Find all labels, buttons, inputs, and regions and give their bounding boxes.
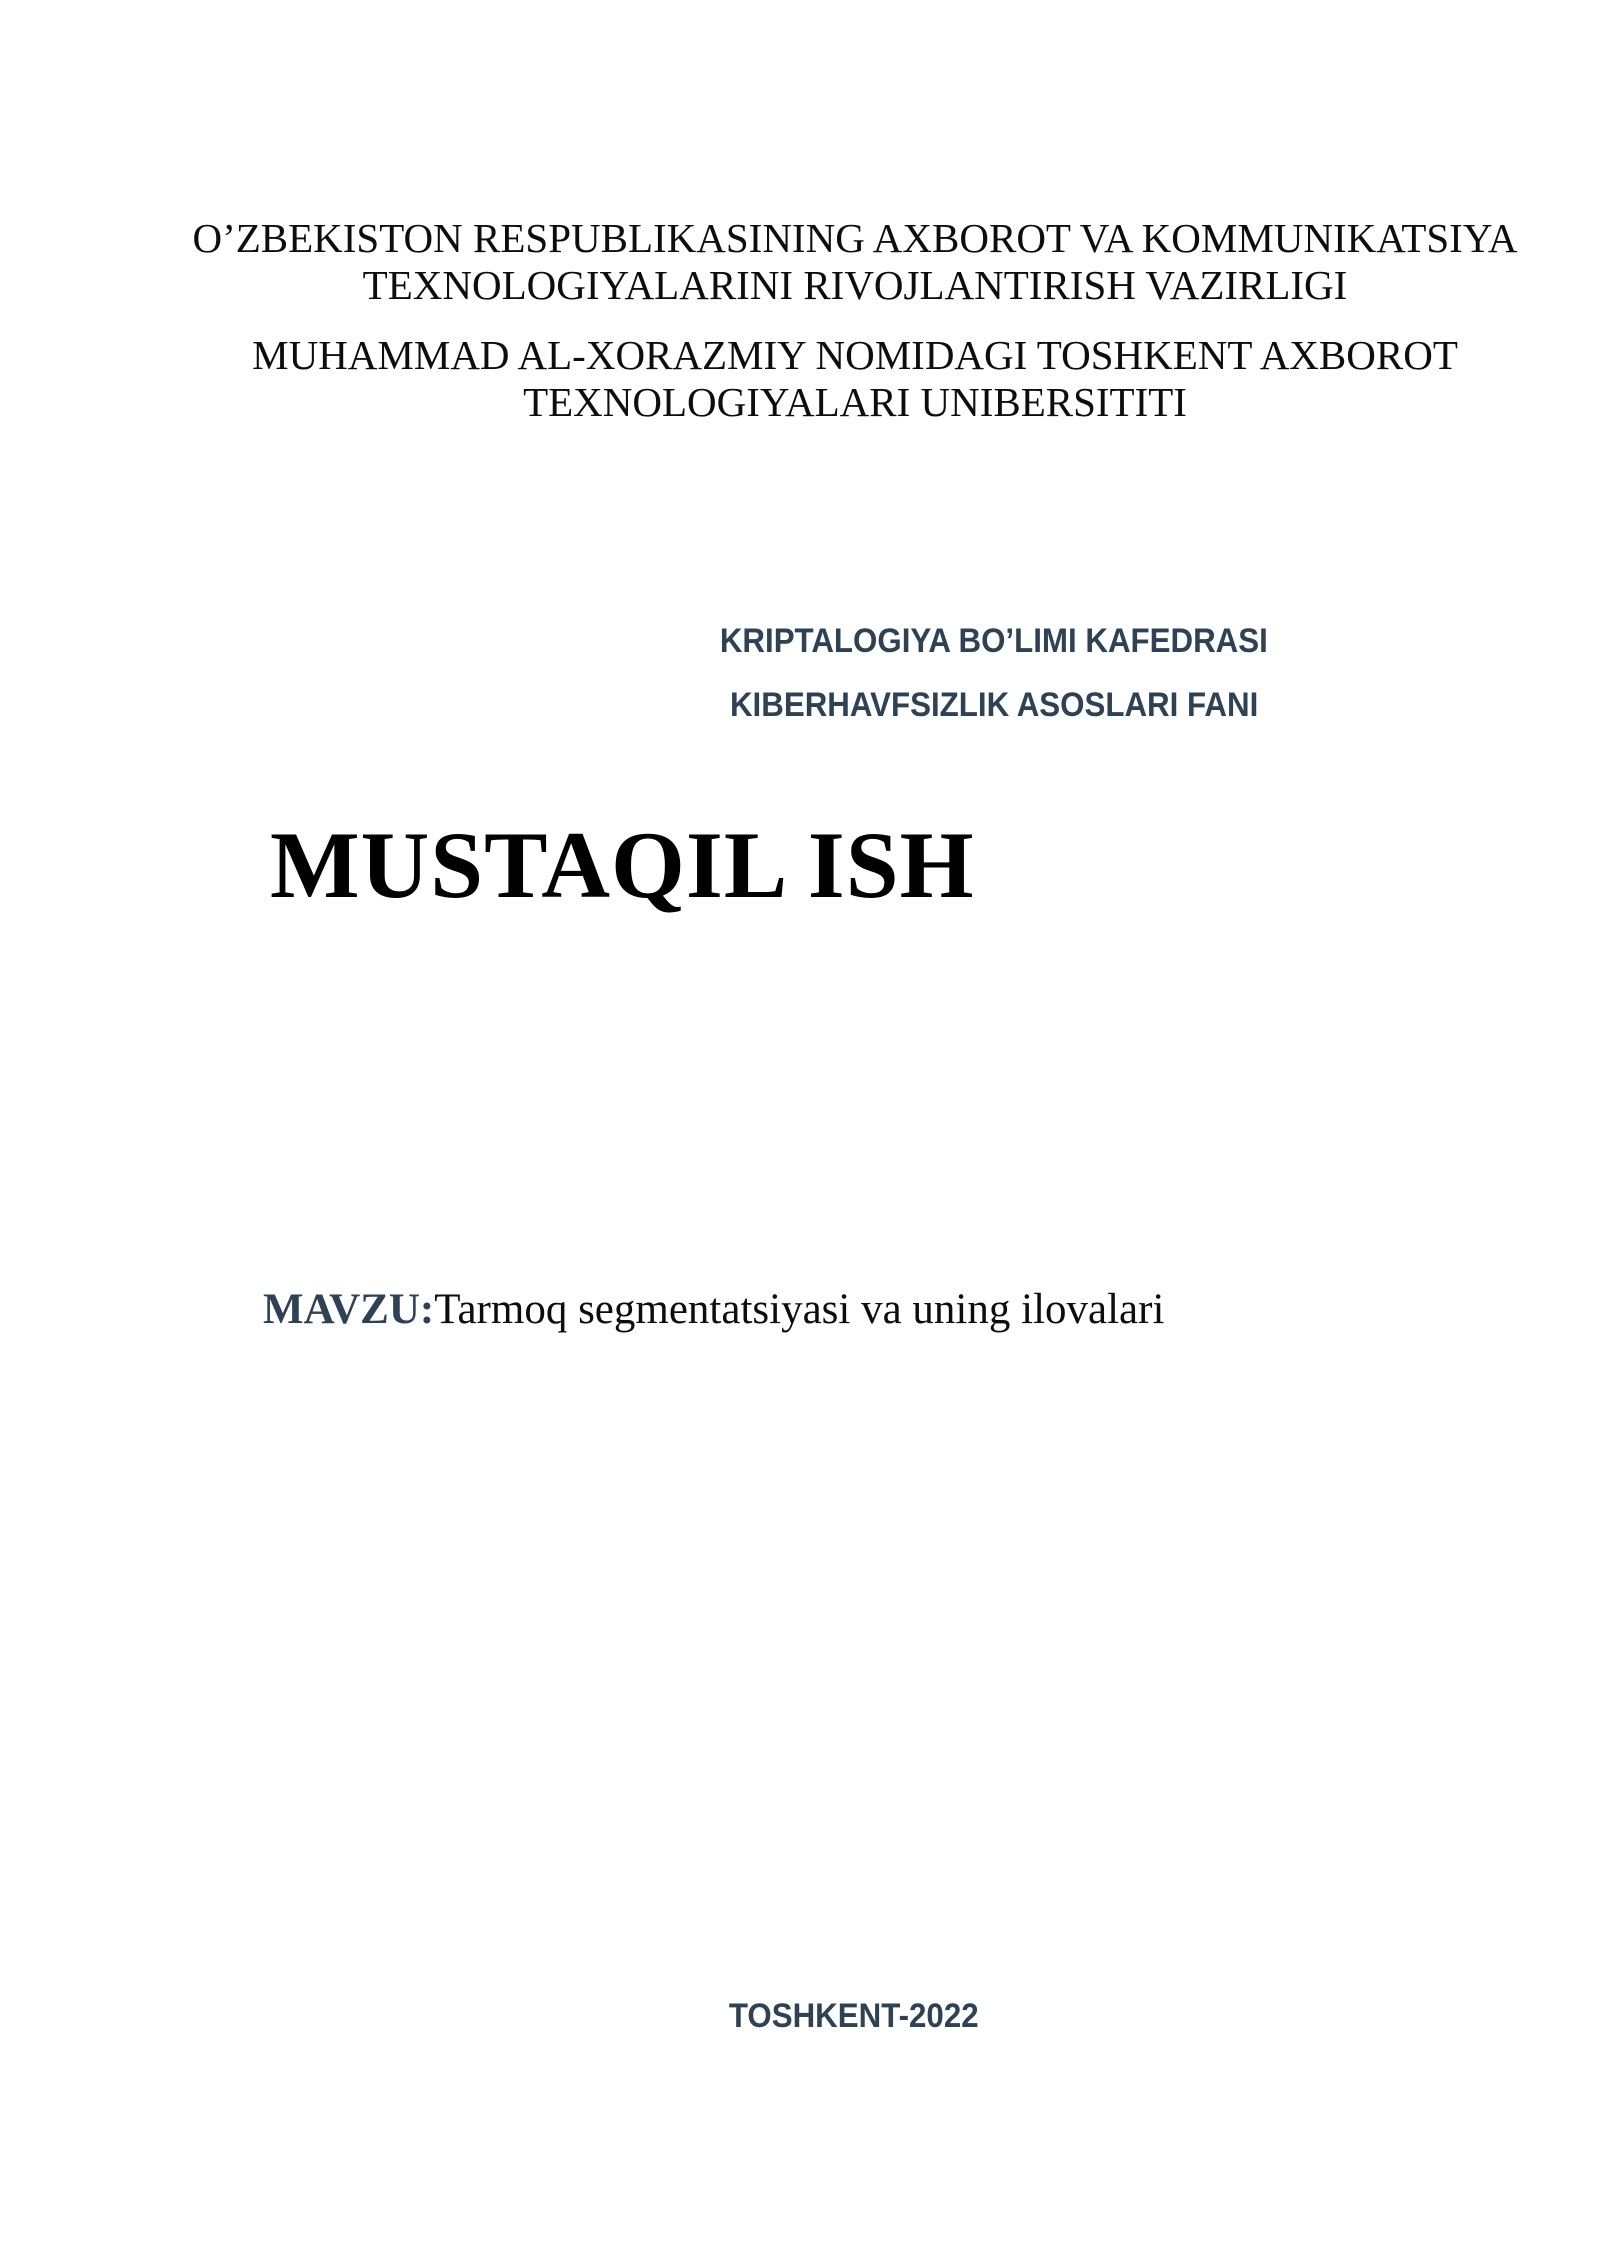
- topic-text: Tarmoq segmentatsiyasi va uning ilovalari: [434, 1286, 1165, 1333]
- topic-label: MAVZU:: [263, 1286, 435, 1333]
- subject-name: [394, 685, 1594, 725]
- ministry-line-2: TEXNOLOGIYALARINI RIVOJLANTIRISH VAZIRLIGI: [362, 262, 1348, 308]
- department-name: [394, 621, 1594, 661]
- page-title: MUSTAQIL ISH: [270, 812, 975, 918]
- topic-line: [263, 1285, 1164, 1335]
- university-name: [190, 332, 1520, 426]
- footer-city-year-text: TOSHKENT-2022: [729, 1997, 979, 2035]
- ministry-name: [190, 215, 1520, 309]
- university-line-2: TEXNOLOGIYALARI UNIBERSITITI: [523, 379, 1187, 425]
- department-name-text: KRIPTALOGIYA BO’LIMI KAFEDRASI: [719, 622, 1269, 660]
- subject-name-text: KIBERHAVFSIZLIK ASOSLARI FANI: [729, 686, 1259, 724]
- ministry-line-1: O’ZBEKISTON RESPUBLIKASINING AXBOROT VA KOMMUNIKATSIYA: [192, 215, 1518, 261]
- footer-city-year: [189, 1996, 1519, 2036]
- document-header: [190, 215, 1520, 426]
- university-line-1: MUHAMMAD AL-XORAZMIY NOMIDAGI TOSHKENT AXBOROT: [252, 332, 1458, 378]
